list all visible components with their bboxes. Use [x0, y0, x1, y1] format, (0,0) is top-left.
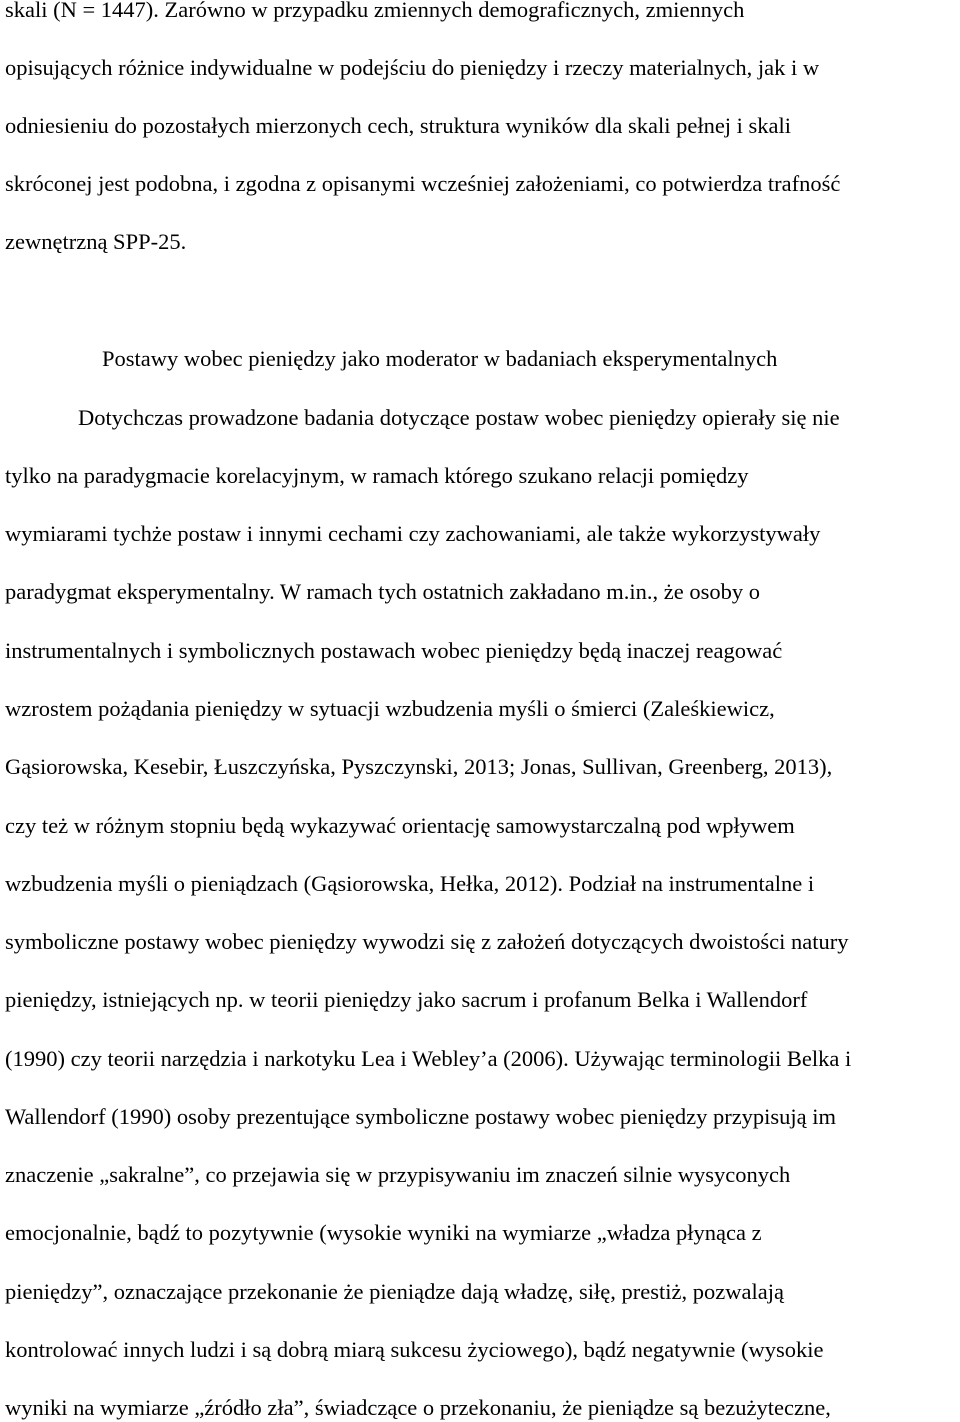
paragraph-2-line-4: paradygmat eksperymentalny. W ramach tych ostatnich zakładano m.in., że osoby o: [5, 579, 760, 604]
paragraph-2-line-7: Gąsiorowska, Kesebir, Łuszczyńska, Pyszczynski, 2013; Jonas, Sullivan, Greenberg, 2013),: [5, 754, 833, 779]
paragraph-2-line-15: emocjonalnie, bądź to pozytywnie (wysokie wyniki na wymiarze „władza płynąca z: [5, 1220, 762, 1245]
paragraph-2-line-9: wzbudzenia myśli o pieniądzach (Gąsiorowska, Hełka, 2012). Podział na instrumentalne i: [5, 871, 815, 896]
paragraph-2-line-14: znaczenie „sakralne”, co przejawia się w przypisywaniu im znaczeń silnie wysyconych: [5, 1162, 791, 1187]
paragraph-2-line-12: (1990) czy teorii narzędzia i narkotyku Lea i Webley’a (2006). Używając terminologii Belka i: [5, 1046, 852, 1071]
paragraph-1-line-4: skróconej jest podobna, i zgodna z opisanymi wcześniej założeniami, co potwierdza trafność: [5, 171, 841, 196]
paragraph-2-line-16: pieniędzy”, oznaczające przekonanie że pieniądze dają władzę, siłę, prestiż, pozwalają: [5, 1279, 784, 1304]
paragraph-2-line-18: wyniki na wymiarze „źródło zła”, świadczące o przekonaniu, że pieniądze są bezużyteczne,: [5, 1395, 831, 1420]
paragraph-2-line-1: Dotychczas prowadzone badania dotyczące postaw wobec pieniędzy opierały się nie: [78, 405, 840, 430]
paragraph-2-line-11: pieniędzy, istniejących np. w teorii pieniędzy jako sacrum i profanum Belka i Wallendorf: [5, 987, 808, 1012]
paragraph-2-line-10: symboliczne postawy wobec pieniędzy wywodzi się z założeń dotyczących dwoistości natury: [5, 929, 849, 954]
paragraph-2-line-8: czy też w różnym stopniu będą wykazywać orientację samowystarczalną pod wpływem: [5, 813, 795, 838]
paragraph-2-line-6: wzrostem pożądania pieniędzy w sytuacji wzbudzenia myśli o śmierci (Zaleśkiewicz,: [5, 696, 775, 721]
paragraph-2-line-3: wymiarami tychże postaw i innymi cechami czy zachowaniami, ale także wykorzystywały: [5, 521, 821, 546]
paragraph-2-line-2: tylko na paradygmacie korelacyjnym, w ramach którego szukano relacji pomiędzy: [5, 463, 749, 488]
paragraph-2-line-5: instrumentalnych i symbolicznych postawach wobec pieniędzy będą inaczej reagować: [5, 638, 783, 663]
paragraph-2-line-13: Wallendorf (1990) osoby prezentujące symboliczne postawy wobec pieniędzy przypisują im: [5, 1104, 837, 1129]
paragraph-1-line-5: zewnętrzną SPP-25.: [5, 229, 187, 254]
section-heading: Postawy wobec pieniędzy jako moderator w badaniach eksperymentalnych: [102, 346, 778, 371]
paragraph-1-line-3: odniesieniu do pozostałych mierzonych cech, struktura wyników dla skali pełnej i skali: [5, 113, 792, 138]
paragraph-1-line-1: skali (N = 1447). Zarówno w przypadku zmiennych demograficznych, zmiennych: [5, 0, 745, 22]
paragraph-2-line-17: kontrolować innych ludzi i są dobrą miarą sukcesu życiowego), bądź negatywnie (wysokie: [5, 1337, 824, 1362]
paragraph-1-line-2: opisujących różnice indywidualne w podejściu do pieniędzy i rzeczy materialnych, jak i w: [5, 55, 820, 80]
